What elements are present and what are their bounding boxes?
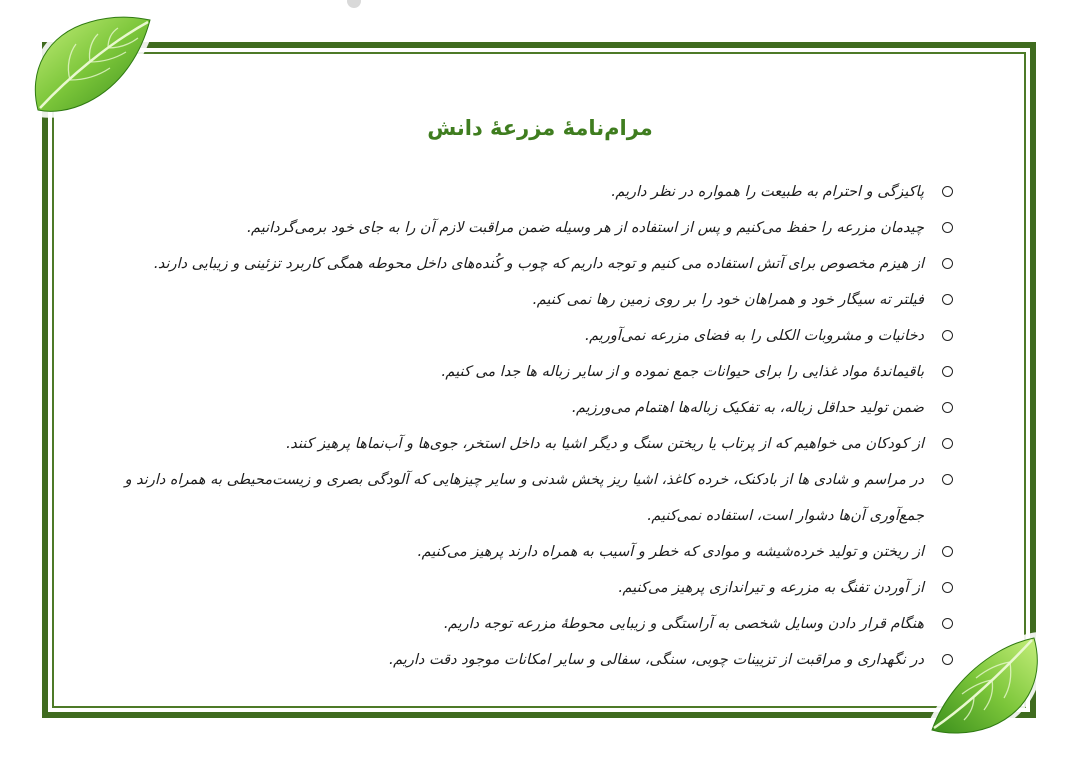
bullet-circle-icon — [942, 618, 953, 629]
list-item-text: هنگام قرار دادن وسایل شخصی به آراستگی و زیبایی محوطهٔ مزرعه توجه داریم. — [443, 616, 924, 632]
list-item-text: از آوردن تفنگ به مزرعه و تیراندازی پرهیز می‌کنیم. — [617, 580, 924, 596]
list-item-text: فیلتر ته سیگار خود و همراهان خود را بر روی زمین رها نمی کنیم. — [532, 292, 924, 308]
bullet-circle-icon — [942, 438, 953, 449]
list-item — [120, 210, 956, 246]
bullet-circle-icon — [942, 186, 953, 197]
list-item — [120, 606, 956, 642]
bullet-circle-icon — [942, 474, 953, 485]
list-item — [120, 246, 956, 282]
list-item — [120, 282, 956, 318]
leaf-icon — [18, 4, 168, 126]
list-item-text: ضمن تولید حداقل زباله، به تفکیک زباله‌ها اهتمام می‌ورزیم. — [571, 400, 924, 416]
decorative-dot — [347, 0, 361, 8]
list-item-text: در نگهداری و مراقبت از تزیینات چوبی، سنگی، سفالی و سایر امکانات موجود دقت داریم. — [388, 652, 924, 668]
bullet-circle-icon — [942, 546, 953, 557]
list-item — [120, 426, 956, 462]
bullet-circle-icon — [942, 402, 953, 413]
bullet-circle-icon — [942, 222, 953, 233]
list-item-text: باقیماندهٔ مواد غذایی را برای حیوانات جمع نموده و از سایر زباله ها جدا می کنیم. — [440, 364, 924, 380]
list-item-text: از کودکان می خواهیم که از پرتاب یا ریختن سنگ و دیگر اشیا به داخل استخر، جوی‌ها و آب‌نماها پرهیز کنند. — [285, 436, 924, 452]
list-item — [120, 642, 956, 678]
list-item — [120, 318, 956, 354]
list-item — [120, 174, 956, 210]
list-item — [120, 534, 956, 570]
bullet-circle-icon — [942, 258, 953, 269]
bullet-circle-icon — [942, 330, 953, 341]
bullet-circle-icon — [942, 654, 953, 665]
list-item-text: دخانیات و مشروبات الکلی را به فضای مزرعه نمی‌آوریم. — [584, 328, 924, 344]
bullet-circle-icon — [942, 582, 953, 593]
bullet-circle-icon — [942, 366, 953, 377]
rules-list — [120, 174, 956, 678]
bullet-circle-icon — [942, 294, 953, 305]
list-item-text: از هیزم مخصوص برای آتش استفاده می کنیم و توجه داریم که چوب و کُنده‌های داخل محوطه همگی کاربرد تزئینی و زیبایی دارند. — [153, 256, 924, 272]
list-item-text: از ریختن و تولید خرده‌شیشه و موادی که خطر و آسیب به همراه دارند پرهیز می‌کنیم. — [416, 544, 924, 560]
list-item — [120, 570, 956, 606]
list-item — [120, 390, 956, 426]
list-item-text: پاکیزگی و احترام به طبیعت را همواره در نظر داریم. — [610, 184, 924, 200]
page-title: مرام‌نامهٔ مزرعهٔ دانش — [427, 116, 653, 140]
list-item — [120, 462, 956, 534]
list-item-text: چیدمان مزرعه را حفظ می‌کنیم و پس از استفاده از هر وسیله ضمن مراقبت لازم آن را به جای خود برمی‌گردانیم. — [246, 220, 924, 236]
list-item — [120, 354, 956, 390]
list-item-text: در مراسم و شادی ها از بادکنک، خرده کاغذ، اشیا ریز پخش شدنی و سایر چیزهایی که آلودگی بصری و زیست‌محیطی به همراه دارند و جمع‌آوری آن‌ها دشوار است، استفاده نمی‌کنیم. — [124, 472, 924, 524]
